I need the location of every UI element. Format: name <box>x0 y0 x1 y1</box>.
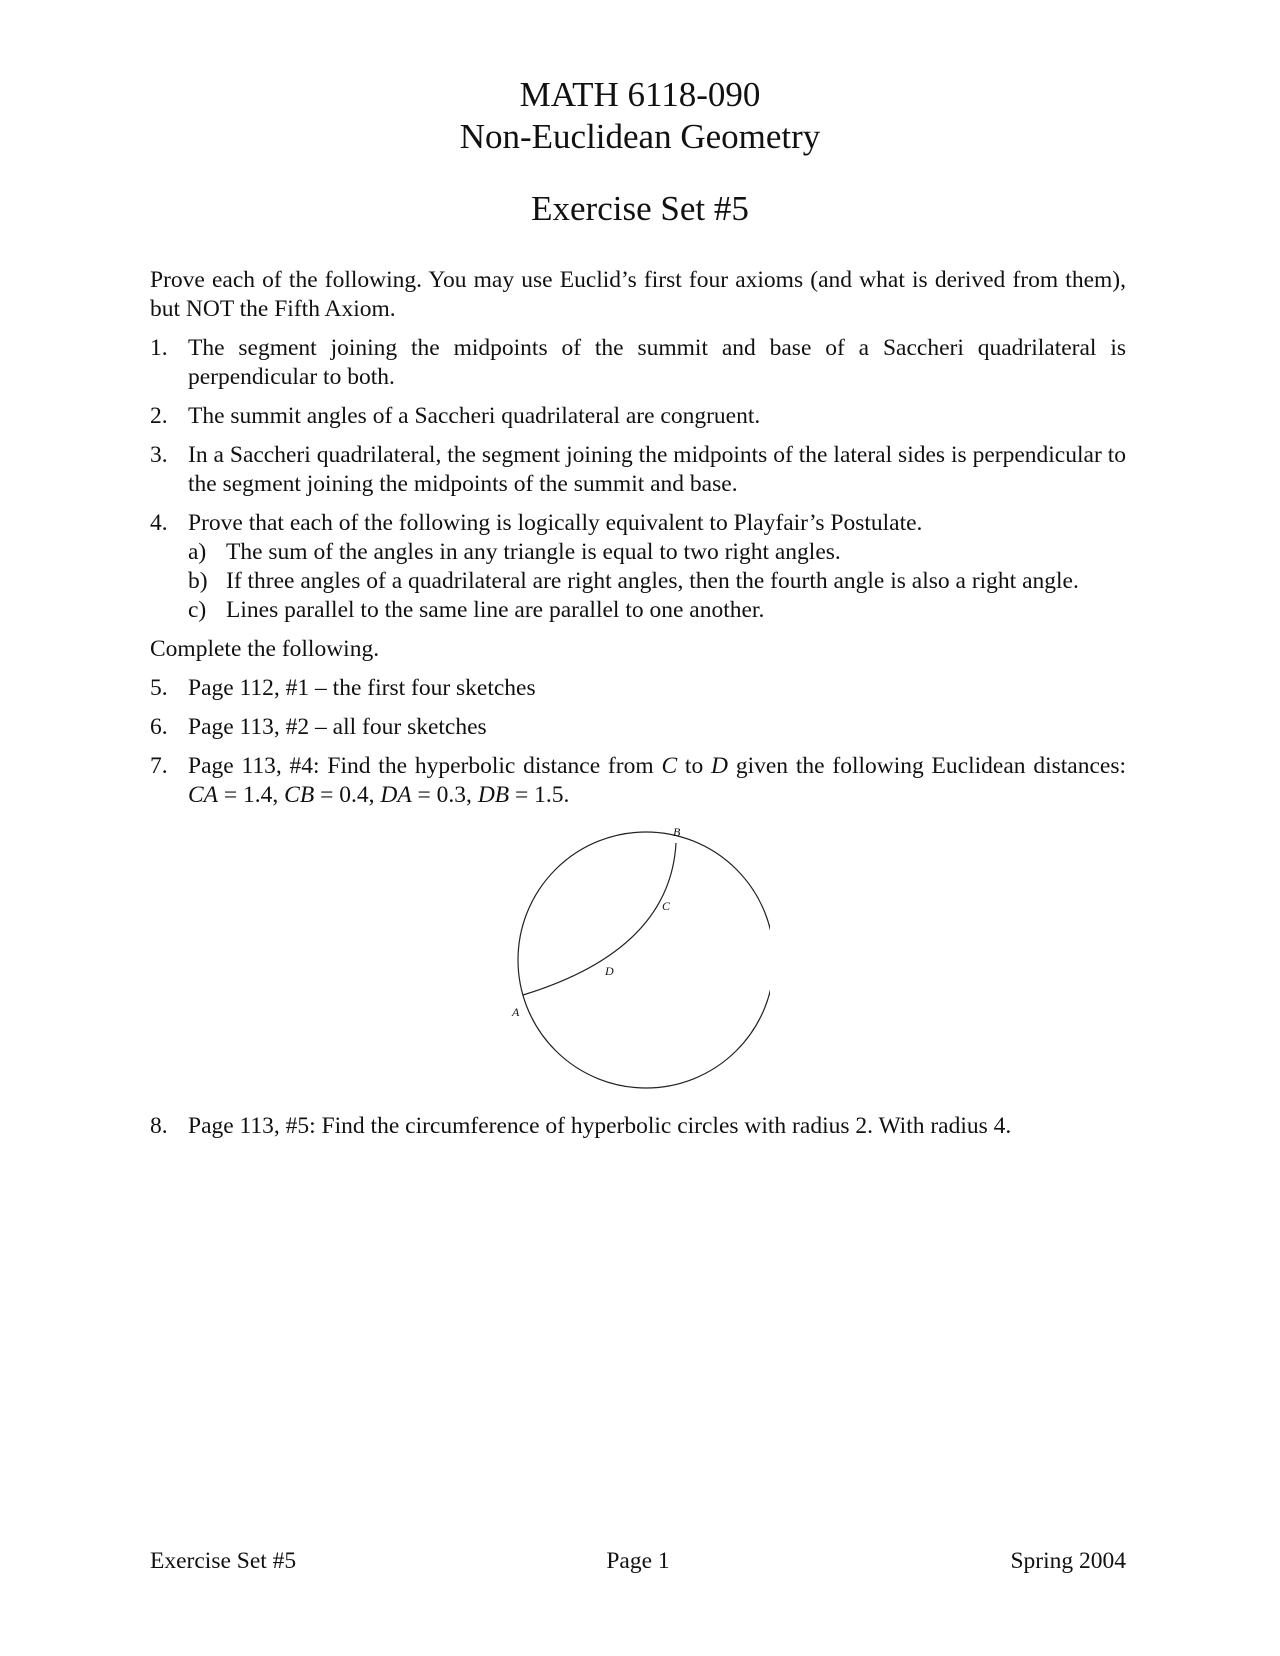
poincare-disk-figure <box>490 820 770 1100</box>
problem-item <box>150 334 1126 392</box>
problem-number: 8. <box>150 1113 168 1139</box>
sub-item-letter: b) <box>188 568 208 594</box>
problem-number: 6. <box>150 714 168 740</box>
problem-item <box>150 713 1126 742</box>
course-number: MATH 6118-090 <box>519 75 761 114</box>
footer-left: Exercise Set #5 <box>150 1548 297 1574</box>
problem-text: Prove that each of the following is logically equivalent to Playfair’s Postulate. <box>188 510 923 536</box>
sub-item-text: Lines parallel to the same line are parallel to one another. <box>226 597 765 623</box>
exercise-set-title: Exercise Set #5 <box>531 189 749 228</box>
problem-text: The summit angles of a Saccheri quadrilateral are congruent. <box>188 403 761 429</box>
label-b: B <box>673 825 681 839</box>
exercise-content <box>150 266 1126 1151</box>
problem-number: 3. <box>150 442 168 468</box>
problem-number: 7. <box>150 753 168 779</box>
sub-item-text: The sum of the angles in any triangle is equal to two right angles. <box>226 539 841 565</box>
boundary-circle <box>518 832 770 1088</box>
problem-text: Page 113, #2 – all four sketches <box>188 714 487 740</box>
problem-text: The segment joining the midpoints of the summit and base of a Saccheri quadrilateral is perpendicular to both. <box>188 335 1126 390</box>
label-a: A <box>512 1005 520 1019</box>
geodesic-arc <box>523 843 676 995</box>
problem-text: Page 113, #4: Find the hyperbolic distance from C to D given the following Euclidean distances: CA = 1.4, CB = 0.4, DA = 0.3, DB = 1.5. <box>188 753 1126 808</box>
sub-item <box>188 567 1126 596</box>
sub-item <box>188 596 1126 625</box>
label-d: D <box>605 964 614 978</box>
problem-number: 4. <box>150 510 168 536</box>
sub-item <box>188 538 1126 567</box>
sub-item-text: If three angles of a quadrilateral are right angles, then the fourth angle is also a right angle. <box>226 568 1079 594</box>
problem-text: Page 112, #1 – the first four sketches <box>188 675 536 701</box>
problem-text: Page 113, #5: Find the circumference of hyperbolic circles with radius 2. With radius 4. <box>188 1113 1012 1139</box>
label-c: C <box>662 899 671 913</box>
problem-item <box>150 441 1126 499</box>
footer-right: Spring 2004 <box>1010 1548 1126 1574</box>
problem-number: 5. <box>150 675 168 701</box>
intro-paragraph: Prove each of the following. You may use Euclid’s first four axioms (and what is derived from them), but NOT the Fifth Axiom. <box>150 267 1126 322</box>
problem-item <box>150 402 1126 431</box>
problem-number: 1. <box>150 335 168 361</box>
footer-page-number: Page 1 <box>606 1548 670 1574</box>
problem-text: In a Saccheri quadrilateral, the segment joining the midpoints of the lateral sides is perpendicular to the segment joining the midpoints of the summit and base. <box>188 442 1126 497</box>
problem-number: 2. <box>150 403 168 429</box>
sub-item-letter: c) <box>188 597 207 623</box>
sub-item-letter: a) <box>188 539 207 565</box>
complete-intro: Complete the following. <box>150 636 380 662</box>
problem-item <box>150 509 1126 625</box>
problem-item <box>150 1112 1126 1141</box>
course-title: Non-Euclidean Geometry <box>459 117 821 156</box>
problem-item <box>150 674 1126 703</box>
problem-item <box>150 752 1126 810</box>
title-block <box>0 74 1280 158</box>
